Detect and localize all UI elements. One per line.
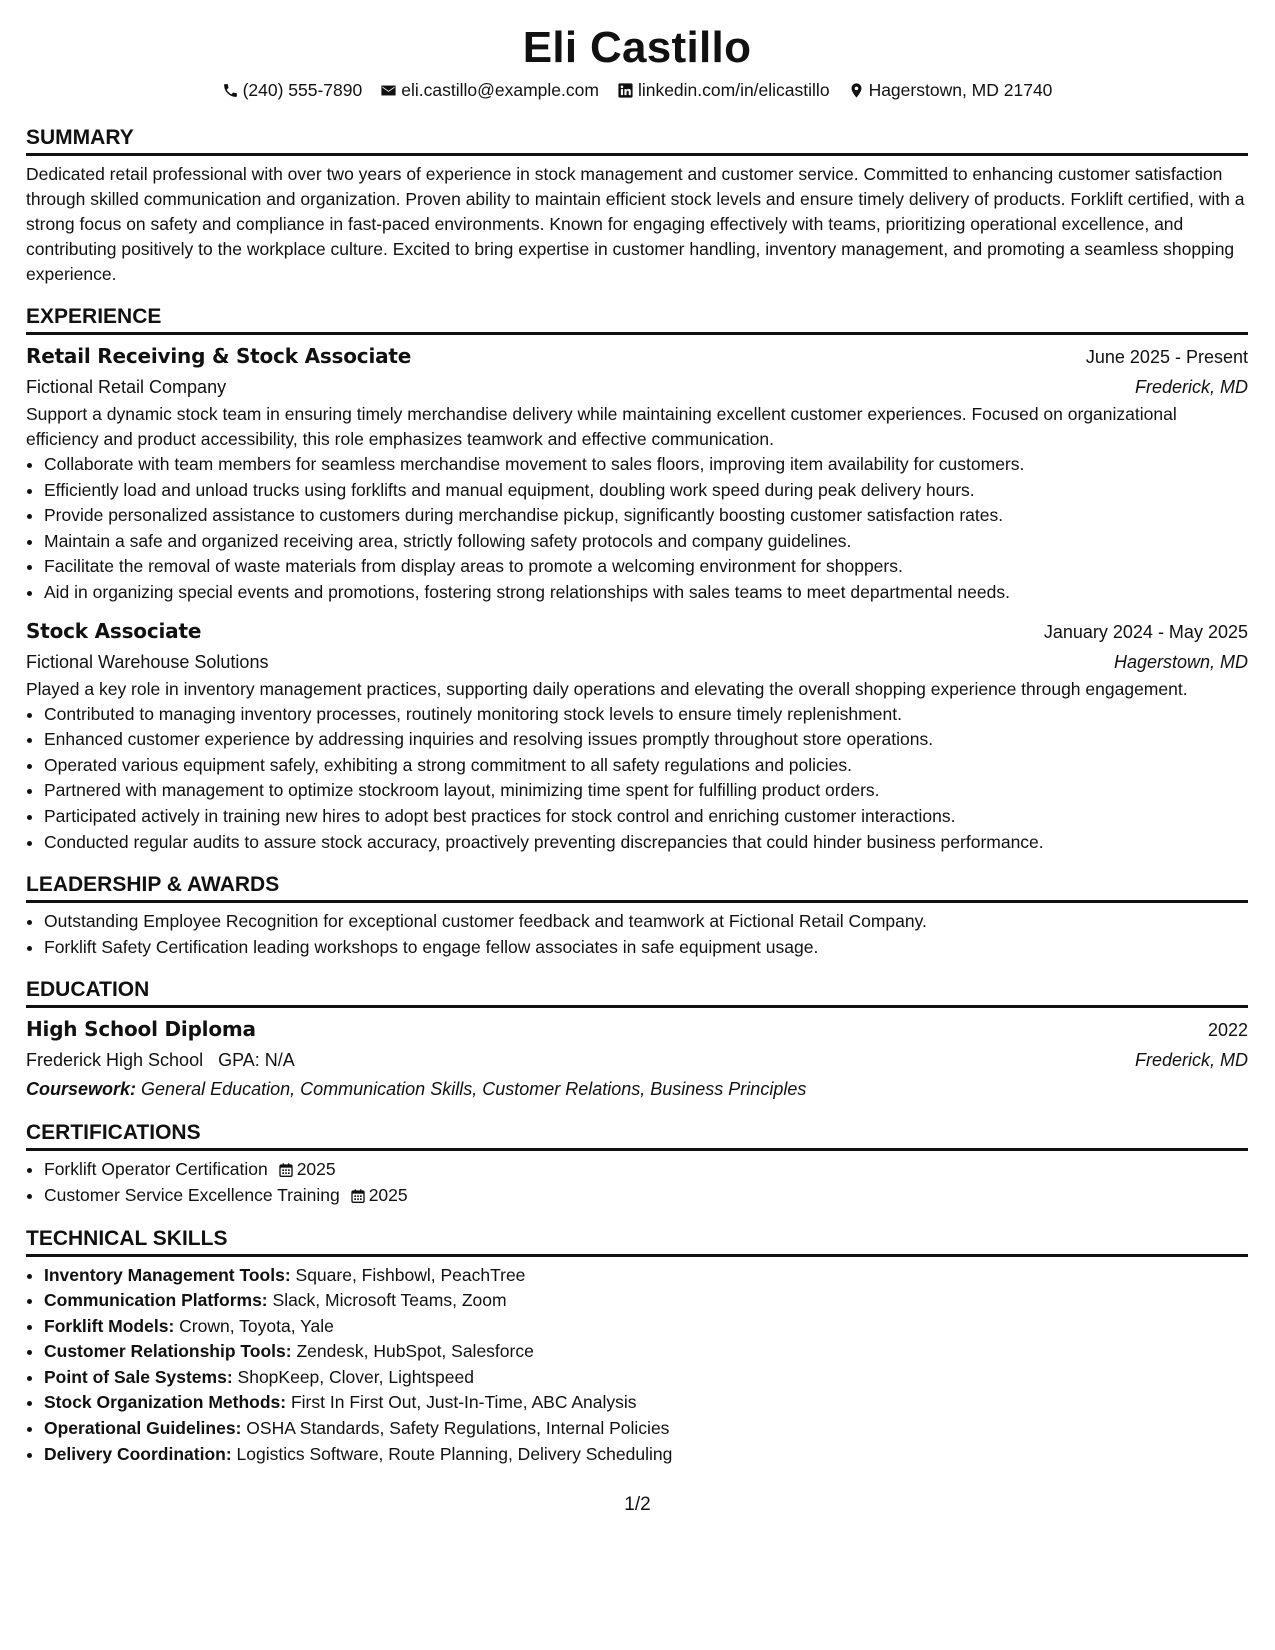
job-dates: June 2025 - Present	[1085, 347, 1248, 367]
skill-value: ShopKeep, Clover, Lightspeed	[237, 1366, 474, 1387]
leadership-section	[26, 871, 1248, 960]
skill-label: Point of Sale Systems:	[44, 1366, 233, 1387]
coursework-line	[26, 1075, 1248, 1103]
contact-location	[848, 78, 1053, 102]
phone-text: (240) 555-7890	[242, 80, 363, 100]
section-title: CERTIFICATIONS	[26, 1119, 1248, 1151]
skills-section	[26, 1225, 1248, 1468]
skill-value: Zendesk, HubSpot, Salesforce	[296, 1341, 534, 1362]
job-title: Retail Receiving & Stock Associate	[26, 344, 412, 368]
job-entry	[26, 341, 1248, 606]
list-item: • Facilitate the removal of waste materials from display areas to promote a welcoming environment for shoppers.	[44, 554, 1248, 580]
list-item: • Contributed to managing inventory processes, routinely monitoring stock levels to ensure timely replenishment.	[44, 702, 1248, 728]
job-description: Played a key role in inventory management practices, supporting daily operations and elevating the overall shopping experience through engagement.	[26, 678, 1188, 699]
list-item: • Participated actively in training new hires to adopt best practices for stock control and enriching customer interactions.	[44, 804, 1248, 830]
contact-linkedin[interactable]	[617, 78, 830, 102]
candidate-name: Eli Castillo	[522, 23, 752, 72]
gpa-text: GPA: N/A	[218, 1050, 295, 1071]
certifications-section	[26, 1119, 1248, 1208]
job-title: Stock Associate	[26, 618, 202, 643]
certification-date: 2025	[368, 1184, 408, 1205]
certification-date: 2025	[296, 1159, 336, 1180]
company-name: Fictional Warehouse Solutions	[26, 651, 269, 672]
calendar-icon	[350, 1188, 366, 1204]
certification-name: • Customer Service Excellence Training	[44, 1184, 340, 1205]
skills-list	[26, 1263, 1248, 1468]
resume-page	[26, 22, 1248, 1467]
envelope-icon	[380, 82, 397, 99]
section-title: EDUCATION	[26, 976, 1248, 1008]
job-entry	[26, 616, 1248, 856]
list-item: • Partnered with management to optimize stockroom layout, minimizing time spent for fulfilling product orders.	[44, 778, 1248, 804]
job-dates: January 2024 - May 2025	[1043, 621, 1248, 642]
list-item	[44, 1314, 1248, 1340]
job-bullets	[26, 702, 1248, 856]
skill-value: Logistics Software, Route Planning, Delivery Scheduling	[236, 1443, 673, 1464]
job-description: Support a dynamic stock team in ensuring timely merchandise delivery while maintaining excellent customer experiences. Focused on organizational efficiency and product accessibility, this role emphasizes teamwork and effective communication.	[26, 404, 1177, 449]
phone-icon	[222, 82, 239, 99]
skill-label: Delivery Coordination:	[44, 1443, 232, 1464]
skill-label: Operational Guidelines:	[44, 1418, 242, 1439]
list-item	[44, 1416, 1248, 1442]
map-pin-icon	[848, 82, 865, 99]
coursework-text: General Education, Communication Skills, Customer Relations, Business Principles	[141, 1079, 807, 1100]
skill-label: Customer Relationship Tools:	[44, 1341, 292, 1362]
list-item	[44, 1390, 1248, 1416]
job-location: Frederick, MD	[1134, 377, 1248, 397]
job-bullets	[26, 452, 1248, 606]
summary-section	[26, 124, 1248, 287]
list-item	[44, 1288, 1248, 1314]
certifications-list	[26, 1157, 1248, 1208]
skill-label: Communication Platforms:	[44, 1290, 268, 1311]
company-name: Fictional Retail Company	[26, 377, 227, 397]
certification-name: • Forklift Operator Certification	[44, 1159, 268, 1180]
list-item: • Collaborate with team members for seamless merchandise movement to sales floors, improving item availability for customers.	[44, 452, 1248, 478]
school-name: Frederick High School	[26, 1050, 204, 1071]
skill-label: Inventory Management Tools:	[44, 1264, 291, 1285]
summary-text: Dedicated retail professional with over two years of experience in stock management and customer service. Committed to enhancing customer satisfaction through skilled communication and organization. Proven ability to maintain efficient stock levels and ensure timely delivery of products. Forklift certified, with a strong focus on safety and compliance in fast-paced environments. Known for engaging effectively with teams, prioritizing operational excellence, and contributing positively to the workplace culture. Excited to bring expertise in customer handling, inventory management, and promoting a seamless shopping experience.	[26, 164, 1245, 284]
section-title: TECHNICAL SKILLS	[26, 1225, 1248, 1257]
list-item: • Outstanding Employee Recognition for exceptional customer feedback and teamwork at Fictional Retail Company.	[44, 909, 1248, 935]
skill-label: Stock Organization Methods:	[44, 1392, 287, 1413]
list-item	[44, 1157, 1248, 1183]
contact-email[interactable]	[380, 78, 599, 102]
section-title: SUMMARY	[26, 124, 1248, 156]
section-title: LEADERSHIP & AWARDS	[26, 871, 1248, 903]
linkedin-text: linkedin.com/in/elicastillo	[637, 80, 830, 100]
skill-value: Square, Fishbowl, PeachTree	[295, 1264, 526, 1285]
school-info	[26, 1045, 295, 1075]
contact-bar	[26, 78, 1248, 102]
list-item: • Operated various equipment safely, exhibiting a strong commitment to all safety regulations and policies.	[44, 753, 1248, 779]
list-item: • Efficiently load and unload trucks using forklifts and manual equipment, doubling work speed during peak delivery hours.	[44, 478, 1248, 504]
list-item: • Provide personalized assistance to customers during merchandise pickup, significantly boosting customer satisfaction rates.	[44, 503, 1248, 529]
experience-section	[26, 303, 1248, 855]
list-item: • Aid in organizing special events and promotions, fostering strong relationships with sales teams to meet departmental needs.	[44, 580, 1248, 606]
skill-value: First In First Out, Just-In-Time, ABC Analysis	[290, 1392, 637, 1413]
location-text: Hagerstown, MD 21740	[868, 80, 1053, 100]
calendar-icon	[278, 1162, 294, 1178]
school-location: Frederick, MD	[1134, 1050, 1248, 1071]
skill-label: Forklift Models:	[44, 1315, 175, 1336]
linkedin-icon	[617, 82, 634, 99]
list-item	[44, 1339, 1248, 1365]
list-item: • Conducted regular audits to assure stock accuracy, proactively preventing discrepancies that could hinder business performance.	[44, 830, 1248, 856]
education-section	[26, 976, 1248, 1103]
list-item: • Enhanced customer experience by addressing inquiries and resolving issues promptly throughout store operations.	[44, 727, 1248, 753]
job-location: Hagerstown, MD	[1113, 651, 1248, 672]
degree-name: High School Diploma	[26, 1017, 256, 1042]
skill-value: OSHA Standards, Safety Regulations, Internal Policies	[246, 1418, 670, 1439]
list-item	[44, 1183, 1248, 1209]
leadership-list	[26, 909, 1248, 960]
list-item	[44, 1365, 1248, 1391]
graduation-year: 2022	[1207, 1020, 1248, 1041]
skill-value: Crown, Toyota, Yale	[179, 1315, 334, 1336]
list-item	[44, 1263, 1248, 1289]
list-item	[44, 1442, 1248, 1468]
list-item: • Maintain a safe and organized receiving area, strictly following safety protocols and company guidelines.	[44, 529, 1248, 555]
page-number: 1/2	[624, 1494, 651, 1515]
email-text: eli.castillo@example.com	[401, 80, 599, 100]
coursework-label: Coursework:	[26, 1079, 137, 1100]
section-title: EXPERIENCE	[26, 303, 1248, 335]
list-item: • Forklift Safety Certification leading workshops to engage fellow associates in safe equipment usage.	[44, 935, 1248, 961]
skill-value: Slack, Microsoft Teams, Zoom	[272, 1290, 507, 1311]
contact-phone[interactable]	[222, 78, 363, 102]
